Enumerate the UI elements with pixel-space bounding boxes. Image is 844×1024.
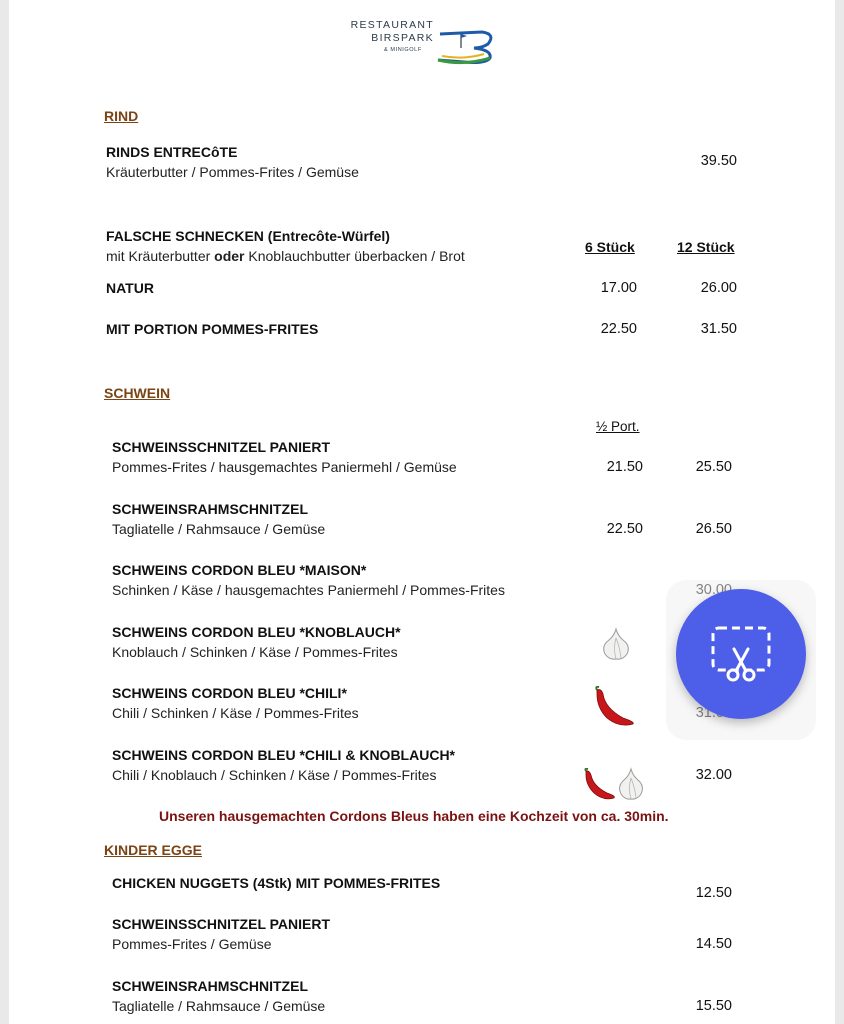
portion-pommes-price-6: 22.50 [600,321,637,337]
menu-item-price: 15.50 [695,998,732,1014]
menu-item-desc: Tagliatelle / Rahmsauce / Gemüse [112,998,326,1014]
section-schwein: SCHWEIN [104,385,171,401]
menu-item-name: SCHWEINS CORDON BLEU *KNOBLAUCH* [112,624,401,640]
portion-pommes-name: MIT PORTION POMMES-FRITES [106,321,319,337]
chili-icon [593,686,639,728]
menu-item-name: SCHWEINS CORDON BLEU *MAISON* [112,562,367,578]
natur-price-12: 26.00 [700,280,737,296]
section-kinder-egge: KINDER EGGE [104,842,203,858]
menu-item-desc: Schinken / Käse / hausgemachtes Paniermehl / Pommes-Frites [112,582,505,598]
natur-price-6: 17.00 [600,280,637,296]
logo-line-minigolf: & MINIGOLF [384,47,422,53]
logo-line-restaurant: RESTAURANT [350,19,434,31]
rinds-entrecote-desc: Kräuterbutter / Pommes-Frites / Gemüse [106,164,359,180]
menu-item-desc: Pommes-Frites / hausgemachtes Paniermehl / Gemüse [112,459,457,475]
page-edge-right [835,0,844,1024]
menu-item-name: SCHWEINSSCHNITZEL PANIERT [112,439,331,455]
rinds-entrecote-price: 39.50 [700,153,737,169]
menu-item-desc: Chili / Knoblauch / Schinken / Käse / Pommes-Frites [112,767,437,783]
page-edge-left [0,0,9,1024]
menu-item-half-price: 22.50 [606,521,643,537]
col-header-12-stueck: 12 Stück [677,239,735,255]
menu-item-price: 32.00 [695,767,732,783]
menu-item-half-price: 21.50 [606,459,643,475]
menu-item-desc: Tagliatelle / Rahmsauce / Gemüse [112,521,326,537]
screenshot-scissors-icon [676,589,806,719]
menu-item-desc: Pommes-Frites / Gemüse [112,936,272,952]
logo-line-birspark: BIRSPARK [371,32,434,44]
garlic-icon [615,766,647,802]
falsche-schnecken-desc: mit Kräuterbutter oder Knoblauchbutter überbacken / Brot [106,248,465,264]
section-rind: RIND [104,108,139,124]
menu-item-name: SCHWEINSRAHMSCHNITZEL [112,501,308,517]
menu-item-name: SCHWEINSRAHMSCHNITZEL [112,978,308,994]
menu-item-price: 25.50 [695,459,732,475]
menu-item-desc: Chili / Schinken / Käse / Pommes-Frites [112,705,359,721]
cordon-bleu-note: Unseren hausgemachten Cordons Bleus haben eine Kochzeit von ca. 30min. [159,808,669,824]
col-header-6-stueck: 6 Stück [585,239,635,255]
menu-item-name: SCHWEINS CORDON BLEU *CHILI* [112,685,347,701]
falsche-schnecken-name: FALSCHE SCHNECKEN (Entrecôte-Würfel) [106,228,390,244]
menu-item-name: CHICKEN NUGGETS (4Stk) MIT POMMES-FRITES [112,875,441,891]
half-portion-header: ½ Port. [596,419,640,434]
rinds-entrecote-name: RINDS ENTRECôTE [106,144,238,160]
garlic-icon [599,626,633,662]
menu-item-price: 14.50 [695,936,732,952]
menu-item-desc: Knoblauch / Schinken / Käse / Pommes-Frites [112,644,398,660]
menu-page [9,0,835,1024]
screenshot-clip-button[interactable] [676,589,806,719]
natur-name: NATUR [106,280,154,296]
chili-icon [583,768,619,802]
menu-item-price: 12.50 [695,885,732,901]
birspark-logo-icon [434,26,500,66]
menu-item-price: 26.50 [695,521,732,537]
portion-pommes-price-12: 31.50 [700,321,737,337]
menu-item-name: SCHWEINSSCHNITZEL PANIERT [112,916,331,932]
menu-item-name: SCHWEINS CORDON BLEU *CHILI & KNOBLAUCH* [112,747,455,763]
